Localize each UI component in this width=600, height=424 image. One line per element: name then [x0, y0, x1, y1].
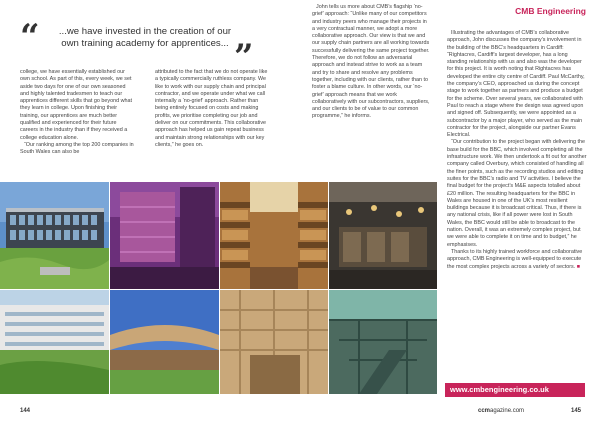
article-column-3: [312, 4, 430, 194]
website-link[interactable]: www.cmbengineering.co.uk: [445, 383, 585, 397]
article-column-4: [447, 30, 587, 364]
paragraph-text: Thanks to its highly trained workforce and collaborative approach, CMB Engineering is well-equipped to execute the most complex projects across a variety of sectors.: [447, 248, 583, 270]
paragraph: [447, 249, 587, 271]
building-exterior-photo: [0, 182, 109, 289]
section-title: CMB Engineering: [515, 6, 586, 16]
article-column-2: [155, 69, 270, 179]
paragraph: “Our contribution to the project began with delivering the base build for the BBC, which involved completing all the infrastructure work. We then undertook a fit out for another company called Overbury, which consisted of handling all the finer points, such as the recording studios and editing suites for the BBC’s radio and TV activities. I believe the final budget for the project’s M&E aspects totalled about £20 million. The resulting headquarters for the BBC in Wales are housed in one of the UK’s most resilient buildings because it is broadcast critical. Thus, if there is any national crisis, like if all power were lost in South Wales, the BBC would still be able to broadcast to the nation. Overall, it was an extremely complex project, but we were able to complete it on time and to budget,” he emphasises.: [447, 139, 587, 248]
site-prefix: ccm: [478, 408, 491, 414]
glass-atrium-photo: [329, 290, 437, 394]
timber-interior-photo: [220, 290, 328, 394]
purple-interior-photo: [110, 182, 219, 289]
atrium-interior-photo: [220, 182, 328, 289]
open-quote-icon: “: [20, 17, 40, 57]
pull-quote: [20, 17, 254, 77]
page-number-right: 145: [571, 408, 582, 414]
curved-building-photo: [110, 290, 219, 394]
article-column-1: [20, 69, 135, 179]
pull-quote-text: ...we have invested in the creation of our own training academy for apprentices...: [58, 26, 232, 49]
dark-hall-photo: [329, 182, 437, 289]
courtyard-exterior-photo: [0, 290, 109, 394]
paragraph: college, we have essentially established our own school. As part of this, every week, we set aside two days for one of our own seasoned and highly talented tradesmen to teach our apprentices different skills that go beyond what they learn in college. Upon finishing their training, our apprentices are much better qualified and experienced for their future careers in the industry than if they received a college education alone.: [20, 69, 132, 141]
paragraph: attributed to the fact that we do not operate like a typically commercially ruthless company. We like to work with our supply chain and principal contractor, and we operate under what we call internally a ‘no-grief’ approach. Rather than being entirely focused on costs and making profits, we prioritise completing our job and deliver on our commitments. This collaborative approach has helped us gain repeat business and maintain strong relationships with our key clients,” he goes on.: [155, 69, 268, 148]
close-quote-icon: ”: [234, 37, 254, 77]
page-number-left: 144: [20, 408, 31, 414]
end-mark: ■: [576, 263, 580, 270]
paragraph: “Our ranking among the top 200 companies in South Wales can also be: [20, 141, 134, 156]
paragraph: John tells us more about CMB’s flagship ‘no-grief’ approach: “Unlike many of our competitors and industry peers who manage their projects in a very contractual manner, we adopt a more collaborative approach. Our view is that we and our supply chain partners are all working towards successfully delivering the same project together. Therefore, we do not follow an adversarial approach and instead strive to work as a team and try to share and resolve any problems together, including with our clients, rather than to foster a blame culture. In other words, our ‘no-grief’ approach means that we work collaboratively with our subcontractors, suppliers, and our clients to be of value to our common programme,” he informs.: [312, 4, 430, 120]
paragraph: Illustrating the advantages of CMB’s collaborative approach, John discusses the company’s involvement in the building of the BBC’s headquarters in Cardiff: “Rightacres, Cardiff’s largest developer, has a long standing relationship with us and also was the developer for this project. It is worth noting that Rightacres has developed the entire city centre of Cardiff. Paul McCarthy, the company’s CEO, approached us during the concept stage to work together as partners and produce a budget for the scheme. Over several years, we collaborated with Paul to reach a stage where the design was agreed upon and signed off. Subsequently, we were appointed as a subcontractor by a major player, who served as the main contractor for the project, alongside our partner Evans Electrical.: [447, 30, 585, 139]
magazine-site: [478, 408, 524, 414]
site-suffix: agazine.com: [490, 408, 525, 414]
